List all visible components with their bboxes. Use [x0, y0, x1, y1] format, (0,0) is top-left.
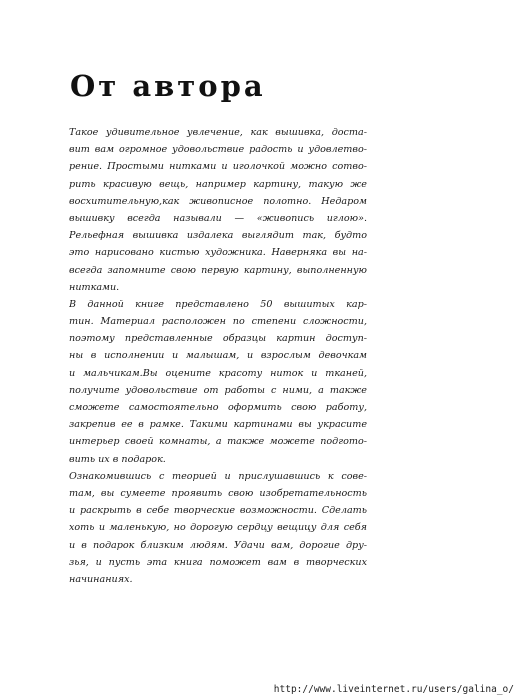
- body-line: поэтому представленные образцы картин доступ-: [69, 333, 367, 345]
- body-line: В данной книге представлено 50 вышитых кар-: [69, 298, 367, 310]
- body-line: восхитительную,как живописное полотно. Недаром: [69, 195, 367, 207]
- body-line: это нарисовано кистью художника. Наверняка вы на-: [69, 247, 367, 259]
- page-title: От автора: [70, 69, 266, 103]
- body-line: Рельефная вышивка издалека выглядит так, будто: [69, 230, 367, 242]
- body-line: и в подарок близким людям. Удачи вам, дорогие дру-: [69, 539, 367, 551]
- body-line: Ознакомившись с теорией и прислушавшись к сове-: [69, 470, 367, 482]
- body-line: зья, и пусть эта книга поможет вам в творческих: [69, 556, 367, 568]
- body-line: нитками.: [69, 281, 120, 293]
- body-line: всегда запомните свою первую картину, выполненную: [69, 264, 367, 276]
- body-line: Такое удивительное увлечение, как вышивка, доста-: [69, 127, 367, 138]
- body-line: интерьер своей комнаты, а также можете подгото-: [69, 436, 367, 448]
- body-line: вит вам огромное удовольствие радость и удовлетво-: [69, 144, 367, 156]
- body-line: рение. Простыми нитками и иголочкой можно сотво-: [69, 161, 367, 173]
- body-line: начинаниях.: [69, 573, 133, 585]
- body-line: рить красивую вещь, например картину, такую же: [69, 178, 367, 190]
- body-line: сможете самостоятельно оформить свою работу,: [69, 402, 367, 413]
- source-url: http://www.liveinternet.ru/users/galina_o/: [273, 684, 514, 695]
- body-line: закрепив ее в рамке. Такими картинами вы украсите: [69, 419, 367, 431]
- body-line: вить их в подарок.: [69, 453, 166, 465]
- body-line: и мальчикам.Вы оцените красоту ниток и тканей,: [69, 367, 367, 379]
- body-line: хоть и маленькую, но дорогую сердцу вещицу для себя: [69, 522, 367, 534]
- body-line: получите удовольствие от работы с ними, а также: [69, 384, 367, 396]
- body-line: тин. Материал расположен по степени сложности,: [69, 316, 367, 328]
- body-line: и раскрыть в себе творческие возможности. Сделать: [69, 505, 367, 517]
- body-line: ны в исполнении и малышам, и взрослым девочкам: [69, 350, 367, 362]
- body-line: вышивку всегда называли — «живопись иглою».: [69, 212, 367, 224]
- body-text: [69, 124, 367, 588]
- body-line: там, вы сумеете проявить свою изобретательность: [69, 487, 367, 499]
